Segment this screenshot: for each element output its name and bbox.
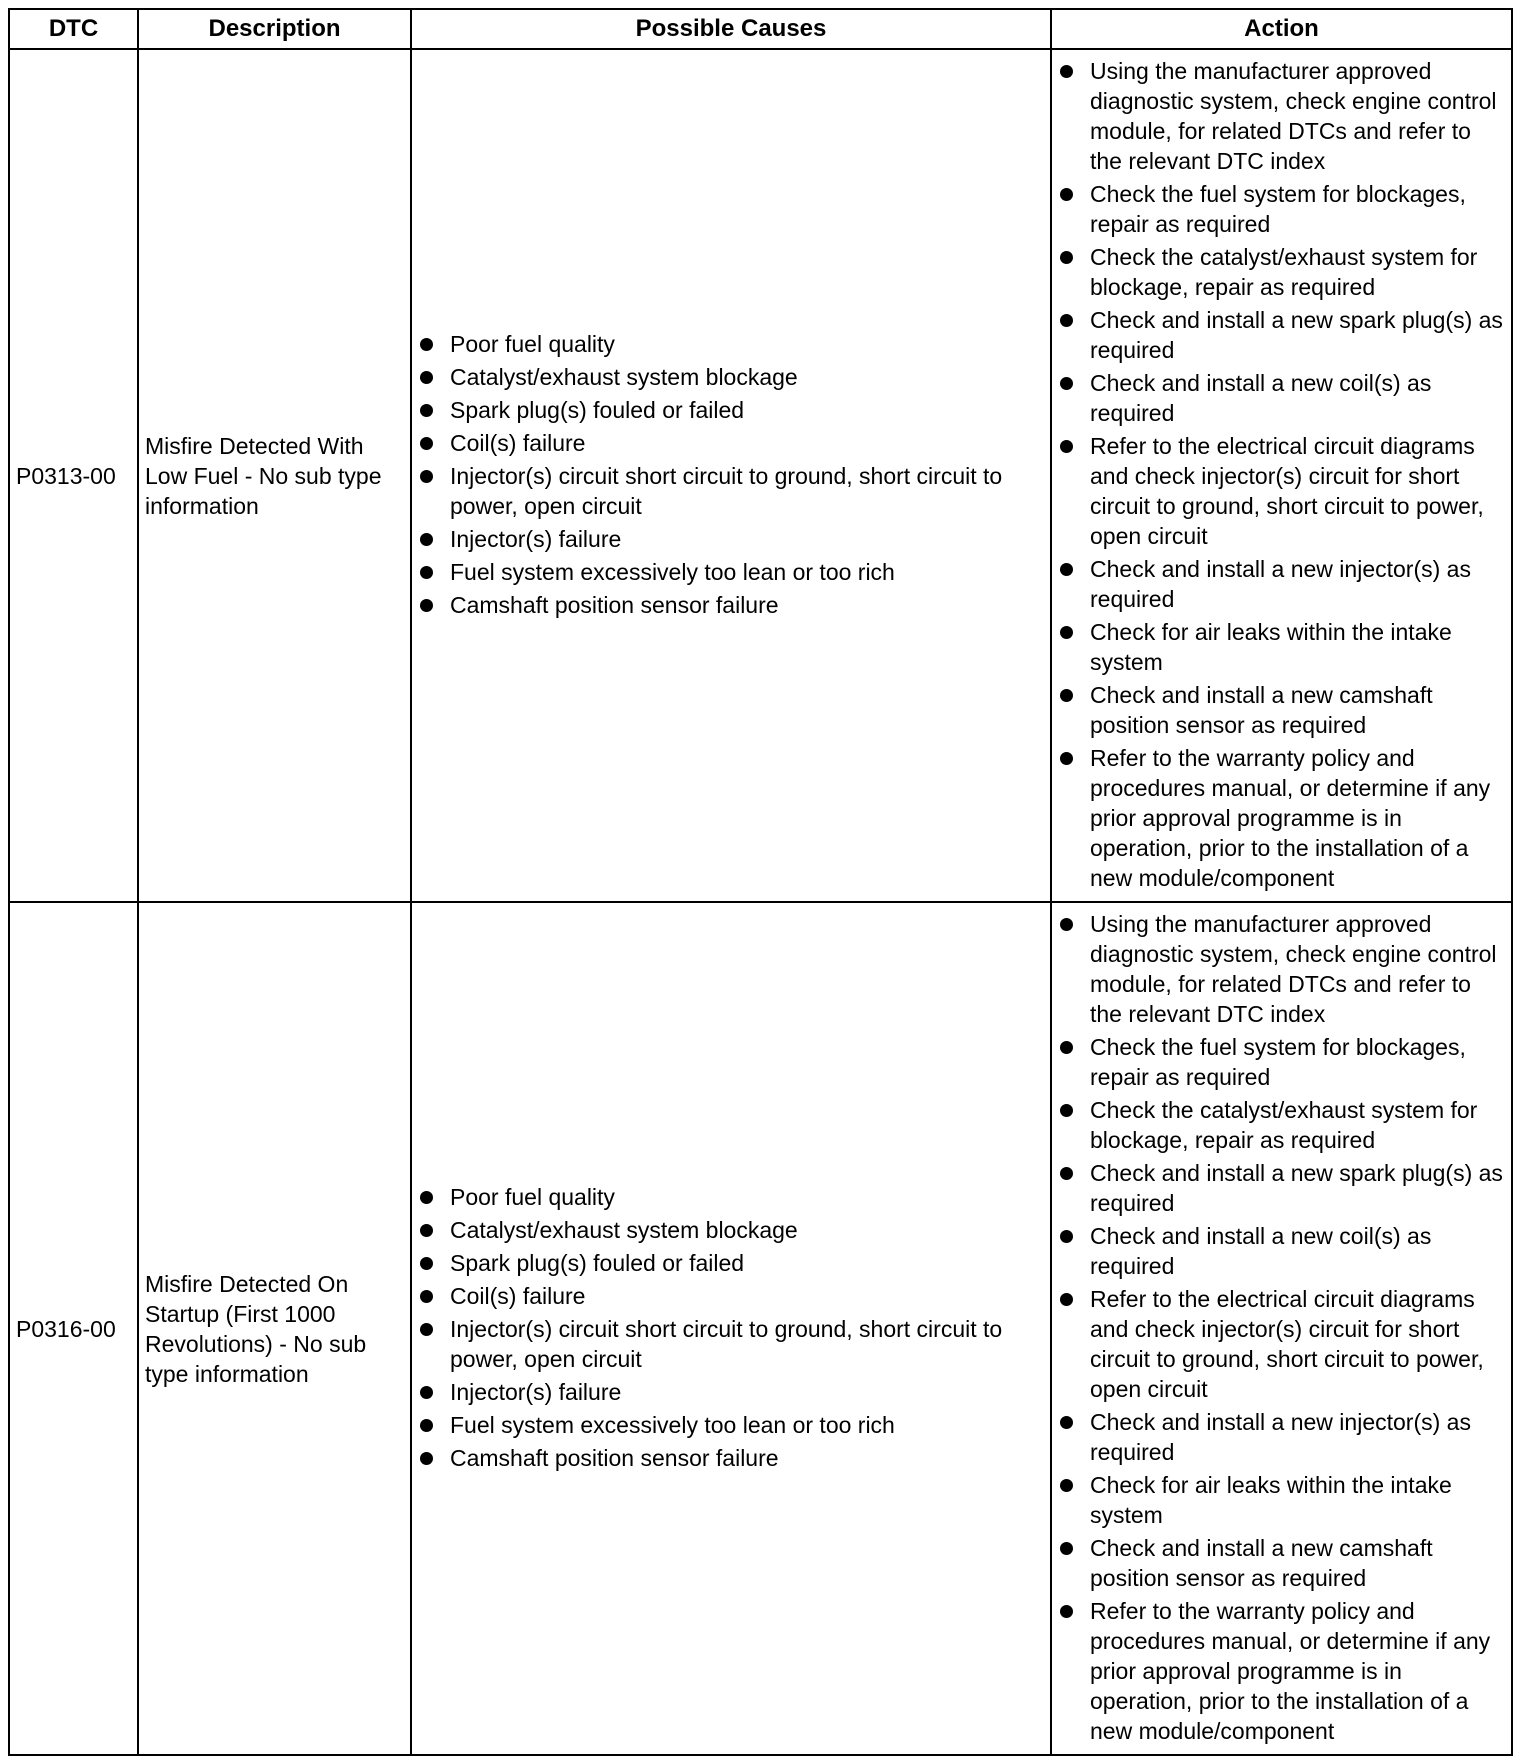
action-item: Check and install a new coil(s) as required: [1058, 368, 1505, 428]
action-item: Check for air leaks within the intake system: [1058, 1470, 1505, 1530]
action-cell: [1051, 902, 1512, 1755]
cause-item: Catalyst/exhaust system blockage: [418, 362, 1044, 392]
action-item: Check the fuel system for blockages, repair as required: [1058, 1032, 1505, 1092]
cause-item: Fuel system excessively too lean or too rich: [418, 1410, 1044, 1440]
dtc-description: Misfire Detected With Low Fuel - No sub type information: [138, 49, 411, 902]
action-item: Check and install a new spark plug(s) as required: [1058, 1158, 1505, 1218]
table-row: [9, 49, 1512, 902]
action-item: Check and install a new camshaft position sensor as required: [1058, 1533, 1505, 1593]
action-item: Check and install a new coil(s) as required: [1058, 1221, 1505, 1281]
action-item: Using the manufacturer approved diagnostic system, check engine control module, for related DTCs and refer to the relevant DTC index: [1058, 56, 1505, 176]
cause-item: Coil(s) failure: [418, 1281, 1044, 1311]
cause-item: Camshaft position sensor failure: [418, 1443, 1044, 1473]
dtc-code: P0316-00: [9, 902, 138, 1755]
possible-causes-list: [418, 1182, 1044, 1473]
cause-item: Catalyst/exhaust system blockage: [418, 1215, 1044, 1245]
action-item: Check the fuel system for blockages, repair as required: [1058, 179, 1505, 239]
action-list: [1058, 56, 1505, 893]
action-item: Refer to the electrical circuit diagrams and check injector(s) circuit for short circuit to ground, short circuit to power, open circuit: [1058, 1284, 1505, 1404]
cause-item: Injector(s) failure: [418, 524, 1044, 554]
action-item: Check and install a new camshaft position sensor as required: [1058, 680, 1505, 740]
cause-item: Poor fuel quality: [418, 329, 1044, 359]
possible-causes-cell: [411, 902, 1051, 1755]
cause-item: Poor fuel quality: [418, 1182, 1044, 1212]
action-cell: [1051, 49, 1512, 902]
action-item: Using the manufacturer approved diagnostic system, check engine control module, for related DTCs and refer to the relevant DTC index: [1058, 909, 1505, 1029]
dtc-code: P0313-00: [9, 49, 138, 902]
action-item: Check and install a new injector(s) as required: [1058, 554, 1505, 614]
header-description: Description: [138, 9, 411, 49]
action-item: Check and install a new injector(s) as required: [1058, 1407, 1505, 1467]
cause-item: Fuel system excessively too lean or too rich: [418, 557, 1044, 587]
table-row: [9, 902, 1512, 1755]
cause-item: Injector(s) circuit short circuit to ground, short circuit to power, open circuit: [418, 1314, 1044, 1374]
header-row: [9, 9, 1512, 49]
action-item: Refer to the electrical circuit diagrams and check injector(s) circuit for short circuit to ground, short circuit to power, open circuit: [1058, 431, 1505, 551]
possible-causes-cell: [411, 49, 1051, 902]
action-item: Check and install a new spark plug(s) as required: [1058, 305, 1505, 365]
header-dtc: DTC: [9, 9, 138, 49]
cause-item: Coil(s) failure: [418, 428, 1044, 458]
cause-item: Injector(s) failure: [418, 1377, 1044, 1407]
header-action: Action: [1051, 9, 1512, 49]
possible-causes-list: [418, 329, 1044, 620]
cause-item: Spark plug(s) fouled or failed: [418, 1248, 1044, 1278]
header-possible-causes: Possible Causes: [411, 9, 1051, 49]
action-item: Check for air leaks within the intake system: [1058, 617, 1505, 677]
cause-item: Camshaft position sensor failure: [418, 590, 1044, 620]
action-item: Check the catalyst/exhaust system for blockage, repair as required: [1058, 1095, 1505, 1155]
cause-item: Injector(s) circuit short circuit to ground, short circuit to power, open circuit: [418, 461, 1044, 521]
action-item: Refer to the warranty policy and procedures manual, or determine if any prior approval programme is in operation, prior to the installation of a new module/component: [1058, 1596, 1505, 1746]
dtc-description: Misfire Detected On Startup (First 1000 Revolutions) - No sub type information: [138, 902, 411, 1755]
action-item: Refer to the warranty policy and procedures manual, or determine if any prior approval programme is in operation, prior to the installation of a new module/component: [1058, 743, 1505, 893]
cause-item: Spark plug(s) fouled or failed: [418, 395, 1044, 425]
dtc-table: [8, 8, 1513, 1756]
action-item: Check the catalyst/exhaust system for blockage, repair as required: [1058, 242, 1505, 302]
action-list: [1058, 909, 1505, 1746]
